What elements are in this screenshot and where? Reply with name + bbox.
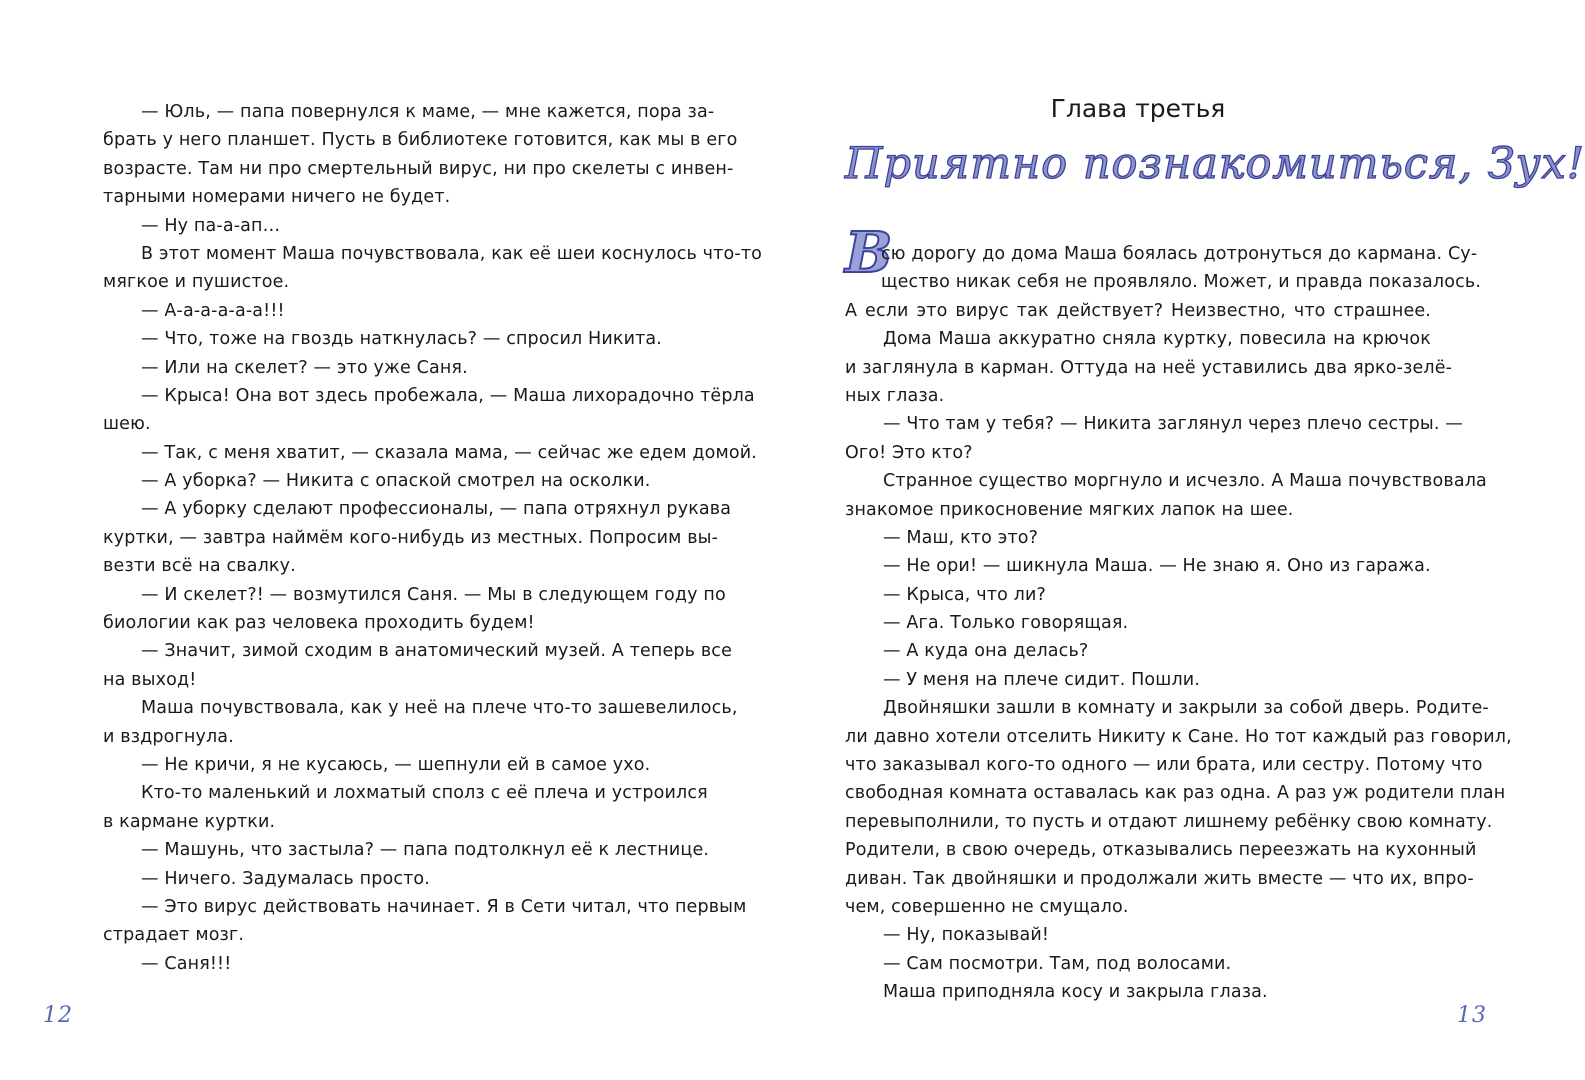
text-line: Родители, в свою очередь, отказывались переезжать на кухонный — [845, 840, 1477, 861]
chapter-title: Приятно познакомиться, Зух! — [845, 139, 1585, 189]
text-line: Странное существо моргнуло и исчезло. А Маша почувствовала — [883, 471, 1487, 492]
text-line: В этот момент Маша почувствовала, как её шеи коснулось что-то — [141, 243, 763, 264]
text-line: — Так, с меня хватит, — сказала мама, — сейчас же едем домой. — [141, 442, 757, 463]
text-line: сю дорогу до дома Маша боялась дотронуться до кармана. Су- — [881, 244, 1478, 264]
page-number: 12 — [43, 1003, 73, 1028]
text-line: свободная комната оставалась как раз одна. А раз уж родители план — [845, 783, 1506, 804]
text-line: Ого! Это кто? — [845, 442, 973, 463]
text-line: — Саня!!! — [141, 953, 232, 974]
chapter-label: Глава третья — [1050, 94, 1226, 123]
right-page — [764, 0, 1585, 1080]
text-line: диван. Так двойняшки и продолжали жить вместе — что их, впро- — [845, 868, 1474, 889]
text-line: — У меня на плече сидит. Пошли. — [883, 669, 1201, 690]
text-line: Двойняшки зашли в комнату и закрыли за собой дверь. Родите- — [883, 698, 1489, 719]
text-line: ных глаза. — [845, 385, 945, 406]
text-line: ли давно хотели отселить Никиту к Сане. Но тот каждый раз говорил, — [845, 726, 1512, 747]
text-line: мягкое и пушистое. — [103, 272, 290, 293]
text-line: — Сам посмотри. Там, под волосами. — [883, 953, 1232, 974]
text-line: — Крыса! Она вот здесь пробежала, — Маша лихорадочно тёрла — [141, 385, 755, 406]
text-line: Маша приподняла косу и закрыла глаза. — [883, 982, 1268, 1003]
text-line: и заглянула в карман. Оттуда на неё уставились два ярко-зелё- — [845, 357, 1453, 378]
text-line: — Значит, зимой сходим в анатомический музей. А теперь все — [141, 641, 732, 662]
text-line: — А уборка? — Никита с опаской смотрел на осколки. — [141, 471, 651, 492]
text-line: Дома Маша аккуратно сняла куртку, повесила на крючок — [883, 329, 1431, 350]
text-line: перевыполнили, то пусть и отдают лишнему ребёнку свою комнату. — [845, 811, 1493, 832]
text-line: Кто-то маленький и лохматый сполз с её плеча и устроился — [141, 783, 708, 804]
text-line: — Машунь, что застыла? — папа подтолкнул её к лестнице. — [141, 840, 710, 861]
text-line: щество никак себя не проявляло. Может, и правда показалось. — [881, 272, 1482, 293]
text-line: — А куда она делась? — [883, 641, 1089, 662]
text-line: — Что там у тебя? — Никита заглянул через плечо сестры. — — [883, 414, 1463, 435]
drop-cap: В — [845, 220, 893, 286]
left-page-text — [103, 98, 763, 978]
text-line: — Ничего. Задумалась просто. — [141, 868, 431, 889]
text-line: и вздрогнула. — [103, 726, 234, 747]
text-line: — Ага. Только говорящая. — [883, 613, 1129, 634]
text-line: страдает мозг. — [103, 925, 245, 946]
text-line: везти всё на свалку. — [103, 556, 296, 577]
text-line: — Юль, — папа повернулся к маме, — мне кажется, пора за- — [141, 102, 715, 122]
text-line: тарными номерами ничего не будет. — [103, 187, 451, 208]
text-line: чем, совершенно не смущало. — [845, 896, 1129, 917]
text-line: — Не кричи, я не кусаюсь, — шепнули ей в самое ухо. — [141, 754, 651, 775]
page-number: 13 — [1457, 1003, 1487, 1028]
text-line: что заказывал кого-то одного — или брата, или сестру. Потому что — [845, 755, 1483, 776]
text-line: возрасте. Там ни про смертельный вирус, ни про скелеты с инвен- — [103, 158, 734, 179]
text-line: — А-а-а-а-а-а!!! — [141, 300, 285, 321]
text-line: — Маш, кто это? — [883, 527, 1039, 548]
text-line: биологии как раз человека проходить будем! — [103, 613, 535, 634]
right-page-text — [845, 240, 1512, 1007]
text-line: — Или на скелет? — это уже Саня. — [141, 357, 468, 378]
text-line: Маша почувствовала, как у неё на плече что-то зашевелилось, — [141, 698, 738, 719]
text-line: шею. — [103, 414, 151, 435]
text-line: брать у него планшет. Пусть в библиотеке готовится, как мы в его — [103, 130, 738, 151]
text-line: — Ну, показывай! — [883, 925, 1050, 946]
text-line: — Крыса, что ли? — [883, 584, 1046, 605]
text-line: куртки, — завтра наймём кого-нибудь из местных. Попросим вы- — [103, 527, 719, 548]
text-line: в кармане куртки. — [103, 811, 276, 832]
text-line: — А уборку сделают профессионалы, — папа отряхнул рукава — [141, 499, 732, 520]
text-line: — И скелет?! — возмутился Саня. — Мы в следующем году по — [141, 584, 726, 605]
left-page — [0, 0, 764, 1080]
text-line: — Ну па-а-ап… — [141, 215, 281, 236]
text-line: А если это вирус так действует? Неизвестно, что страшнее. — [845, 300, 1431, 321]
text-line: на выход! — [103, 669, 197, 690]
text-line: знакомое прикосновение мягких лапок на шее. — [845, 499, 1294, 520]
text-line: — Это вирус действовать начинает. Я в Сети читал, что первым — [141, 896, 747, 917]
text-line: — Не ори! — шикнула Маша. — Не знаю я. Оно из гаража. — [883, 556, 1431, 577]
text-line: — Что, тоже на гвоздь наткнулась? — спросил Никита. — [141, 329, 663, 350]
